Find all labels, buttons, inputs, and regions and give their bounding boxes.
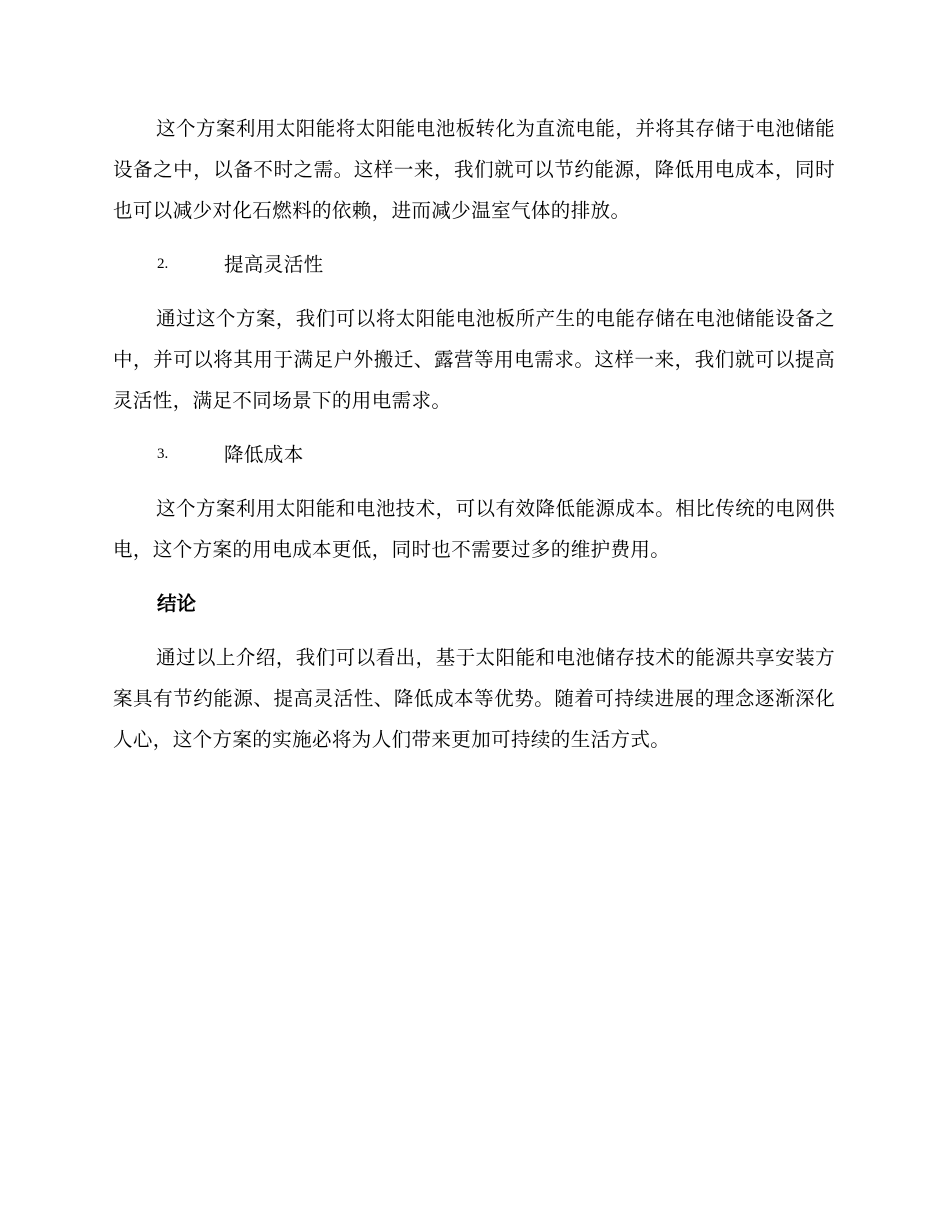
conclusion-heading: 结论 <box>157 592 197 615</box>
document-body <box>113 108 835 773</box>
section-number: 3. <box>157 446 169 462</box>
paragraph-flexibility: 通过这个方案，我们可以将太阳能电池板所产生的电能存储在电池储能设备之中，并可以将其用于满足户外搬迁、露营等用电需求。这样一来，我们就可以提高灵活性，满足不同场景下的用电需求。 <box>113 307 835 412</box>
paragraph-energy-saving: 这个方案利用太阳能将太阳能电池板转化为直流电能，并将其存储于电池储能设备之中，以备不时之需。这样一来，我们就可以节约能源，降低用电成本，同时也可以减少对化石燃料的依赖，进而减少温室气体的排放。 <box>113 117 835 222</box>
section-title: 降低成本 <box>224 443 304 466</box>
section-heading-cost <box>113 434 835 475</box>
section-heading-flexibility <box>113 244 835 285</box>
section-number: 2. <box>157 256 169 272</box>
paragraph-conclusion: 通过以上介绍，我们可以看出，基于太阳能和电池储存技术的能源共享安装方案具有节约能源、提高灵活性、降低成本等优势。随着可持续进展的理念逐渐深化人心，这个方案的实施必将为人们带来更加可持续的生活方式。 <box>113 646 835 751</box>
section-title: 提高灵活性 <box>224 253 324 276</box>
paragraph-cost: 这个方案利用太阳能和电池技术，可以有效降低能源成本。相比传统的电网供电，这个方案的用电成本更低，同时也不需要过多的维护费用。 <box>113 497 835 561</box>
